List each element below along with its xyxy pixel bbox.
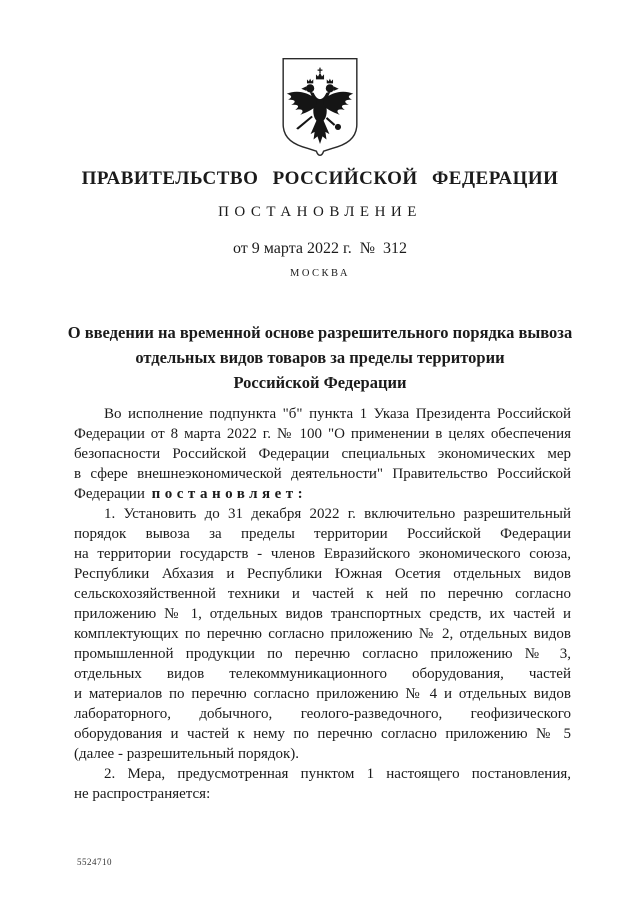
text-line: не распространяется: [74,786,211,802]
text-line: Республики Абхазия и Республики Южная Осетия отдельных видов [74,566,571,582]
text-line: лабораторного, добычного, геолого-разведочного, геофизического [74,706,571,722]
paragraph [74,764,571,804]
city-label: МОСКВА [290,268,350,279]
text-line: приложению № 1, отдельных видов транспортных средств, их частей и [74,606,571,622]
document-title [0,320,640,395]
text-line: Федерации от 8 марта 2022 г. № 100 "О применении в целях обеспечения [74,426,571,442]
text-line: порядок вывоза за пределы территории Российской Федерации [74,526,571,542]
text-line: на территории государств - членов Евразийского экономического союза, [74,546,571,562]
text-line: сельскохозяйственной техники и частей к ней по перечню согласно [74,586,571,602]
paragraph [74,504,571,764]
text-line: оборудования и частей к нему по перечню согласно приложению № 5 [74,726,571,742]
text-line: комплектующих по перечню согласно приложению № 2, отдельных видов [74,626,571,642]
text-line: 1. Установить до 31 декабря 2022 г. включительно разрешительный [104,506,571,522]
title-line: Российской Федерации [233,373,407,392]
date-and-number-line: от 9 марта 2022 г. № 312 [233,240,407,257]
title-line: отдельных видов товаров за пределы территории [135,348,505,367]
text-segment: Федерации [74,486,149,502]
text-line: Во исполнение подпункта "б" пункта 1 Указа Президента Российской [104,406,571,422]
issuing-authority-title: ПРАВИТЕЛЬСТВО РОССИЙСКОЙ ФЕДЕРАЦИИ [81,168,559,189]
text-line: безопасности Российской Федерации специальных экономических мер [74,446,571,462]
title-line: О введении на временной основе разрешительного порядка вывоза [67,323,573,342]
text-line: и материалов по перечню согласно приложению № 4 и отдельных видов [74,686,571,702]
text-line: 2. Мера, предусмотренная пунктом 1 настоящего постановления, [104,766,571,782]
text-line: отдельных видов телекоммуникационного оборудования, частей [74,666,571,682]
double-headed-eagle-icon [275,56,365,162]
resolves-keyword: постановляет: [151,486,308,502]
document-type-label: ПОСТАНОВЛЕНИЕ [218,204,422,220]
paragraph [74,404,571,504]
russia-coat-of-arms-emblem [275,56,365,162]
text-line: в сфере внешнеэкономической деятельности" Правительство Российской [74,466,571,482]
text-line: (далее - разрешительный порядок). [74,746,300,762]
registration-stamp-number: 5524710 [77,857,112,867]
document-body [74,404,571,804]
text-line: промышленной продукции по перечню согласно приложению № 3, [74,646,571,662]
text-line [74,484,571,504]
